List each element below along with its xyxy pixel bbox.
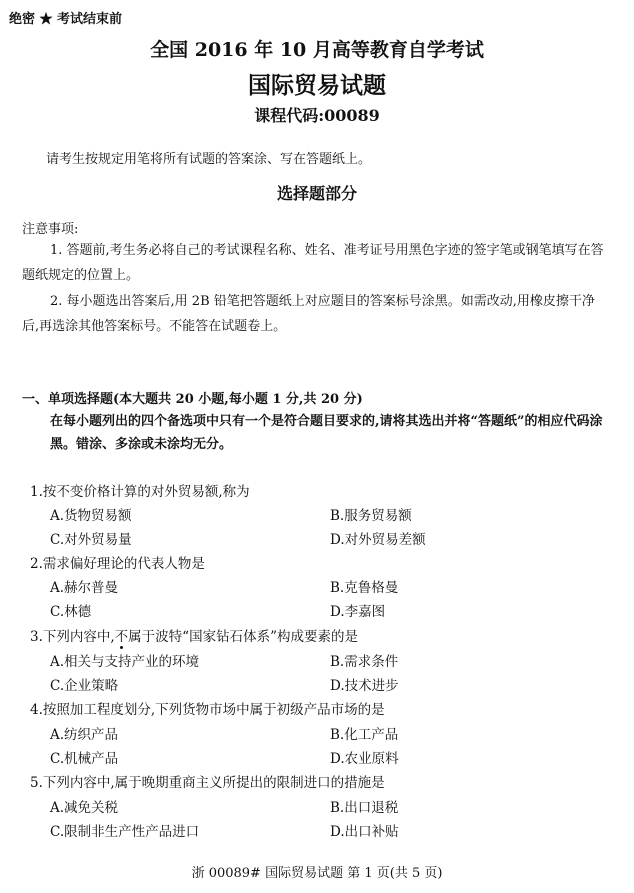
question-option: A.赫尔普曼 [50,580,119,596]
question-stem: 2.需求偏好理论的代表人物是 [30,556,205,572]
question-stem: 1.按不变价格计算的对外贸易额,称为 [30,484,250,500]
question-stem [30,625,358,645]
question-option: D.对外贸易差额 [330,532,426,548]
question-option: C.林德 [50,604,92,620]
question-option: C.机械产品 [50,751,119,767]
stem-prefix: 3.下列内容中, [30,629,115,645]
question-stem: 4.按照加工程度划分,下列货物市场中属于初级产品市场的是 [30,702,385,718]
question-option: B.出口退税 [330,800,399,816]
notice-item-1: 1. 答题前,考生务必将自己的考试课程名称、姓名、准考证号用黑色字迹的签字笔或钢笔填写在答题纸规定的位置上。 [22,243,604,283]
notice-heading: 注意事项: [22,222,79,237]
question-option: C.限制非生产性产品进口 [50,824,200,840]
intro-text: 请考生按规定用笔将所有试题的答案涂、写在答题纸上。 [46,152,372,167]
question-option: D.出口补贴 [330,824,399,840]
question-option: B.克鲁格曼 [330,580,399,596]
subject-title: 国际贸易试题 [248,72,386,99]
page-footer: 浙 00089# 国际贸易试题 第 1 页(共 5 页) [191,866,443,881]
part-title: 选择题部分 [276,184,357,203]
question-option: A.货物贸易额 [50,508,132,524]
exam-title: 全国 2016 年 10 月高等教育自学考试 [150,39,484,61]
emphasis-dotted: 不 [114,629,129,645]
stem-suffix: 属于波特“国家钻石体系”构成要素的是 [128,629,358,645]
question-option: B.化工产品 [330,727,399,743]
question-option: D.技术进步 [330,678,399,694]
section-instruction: 在每小题列出的四个备选项中只有一个是符合题目要求的,请将其选出并将“答题纸”的相应代码涂黑。错涂、多涂或未涂均无分。 [50,414,603,452]
question-stem: 5.下列内容中,属于晚期重商主义所提出的限制进口的措施是 [30,775,385,791]
course-code: 课程代码:00089 [254,106,380,125]
section-heading: 一、单项选择题(本大题共 20 小题,每小题 1 分,共 20 分) [22,392,363,407]
notice-item-2: 2. 每小题选出答案后,用 2B 铅笔把答题纸上对应题目的答案标号涂黑。如需改动,用橡皮擦干净后,再选涂其他答案标号。不能答在试题卷上。 [22,294,595,334]
question-option: B.服务贸易额 [330,508,412,524]
question-option: A.减免关税 [50,800,119,816]
question-option: D.农业原料 [330,751,399,767]
question-option: D.李嘉图 [330,604,386,620]
question-option: B.需求条件 [330,654,399,670]
question-option: A.纺织产品 [50,727,119,743]
secret-mark: 绝密 ★ 考试结束前 [9,12,123,27]
question-option: C.对外贸易量 [50,532,132,548]
question-option: C.企业策略 [50,678,119,694]
question-option: A.相关与支持产业的环境 [50,654,200,670]
